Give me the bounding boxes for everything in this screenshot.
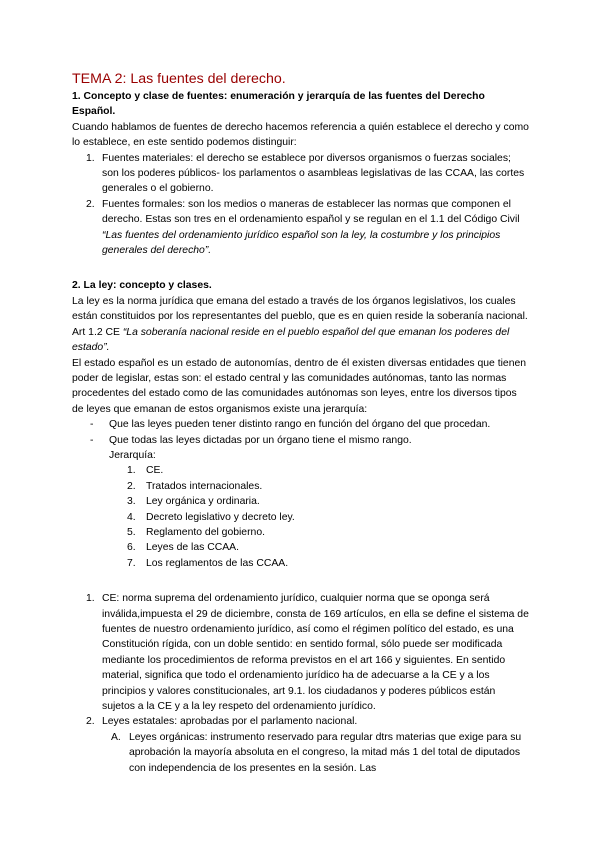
jerarquia-list [109,463,530,571]
list-item [72,714,530,729]
section2-heading: 2. La ley: concepto y clases. [72,280,212,292]
list-item-text: Leyes orgánicas: instrumento reservado para regular dtrs materias que exige para su aprobación la mayoría absoluta en el congreso, la mitad más 1 del total de diputados con independencia de los presentes en la sesión. Las [129,731,522,774]
list-marker: - [90,434,94,446]
list-item-text: Que todas las leyes dictadas por un órgano tiene el mismo rango. [109,434,412,446]
list-item [109,463,530,478]
list-item-text: Reglamento del gobierno. [146,526,265,538]
list-item [72,197,530,259]
list-marker: 1. [127,465,136,477]
list-item [72,417,530,432]
list-item [109,494,530,509]
section1-intro: Cuando hablamos de fuentes de derecho hacemos referencia a quién establece el derecho y como lo establece, en este sentido podemos distinguir: [72,121,529,149]
list-marker: 2. [86,198,95,210]
list-item-text: Fuentes formales: son los medios o maneras de establecer las normas que componen el derecho. Estas son tres en el ordenamiento español y se regulan en el 1.1 del Código Civil [102,198,520,226]
section1-heading: 1. Concepto y clase de fuentes: enumeración y jerarquía de las fuentes del Derecho Español. [72,91,485,118]
list-item-text: Leyes de las CCAA. [146,542,239,554]
ley-detail-list [72,591,530,730]
list-marker: 5. [127,526,136,538]
list-marker: 4. [127,511,136,523]
list-marker: 1. [86,152,95,164]
list-item-text: CE: norma suprema del ordenamiento jurídico, cualquier norma que se oponga será inválida,impuesta el 29 de diciembre, consta de 169 artículos, en ella se define el sistema de fuentes de nuestro ordenamiento jurídico, así como el régimen político del estado, es una Constitución rígida, con un doble sentido: en sentido formal, sólo puede ser modificada mediante los procedimientos de reforma previstos en el art 166 y siguientes. En sentido material, significa que todo el ordenamiento jurídico ha de adecuarse a la CE y a los principios y valores constitucionales, art 9.1. los ciudadanos y poderes públicos están sujetos a la CE y a la ley respeto del ordenamiento jurídico. [102,593,529,713]
list-marker: 7. [127,557,136,569]
list-item-text: Los reglamentos de las CCAA. [146,557,289,569]
list-marker: 1. [86,593,95,605]
list-marker: - [90,419,94,431]
list-marker: 2. [127,480,136,492]
autonomias-paragraph: El estado español es un estado de autonomías, dentro de él existen diversas entidades que tienen poder de legislar, estas son: el estado central y las comunidades autónomas, tanto las normas procedentes del estado como de las comunidades autónomas son leyes, entre los diversos tipos de leyes que emanan de estos organismos existe una jerarquía: [72,357,527,415]
list-item [109,556,530,571]
list-item-text: CE. [146,465,164,477]
list-item-text: Fuentes materiales: el derecho se establece por diversos organismos o fuerzas sociales; son los poderes públicos- los parlamentos o asambleas legislativas de las CCAA, las cortes generales o el gobierno. [102,152,525,195]
list-item [72,433,530,572]
list-item [72,591,530,714]
list-marker: 3. [127,496,136,508]
list-item-text: Que las leyes pueden tener distinto rango en función del órgano del que procedan. [109,419,491,431]
list-item [109,510,530,525]
rango-list [72,417,530,571]
constitucion-quote: “La soberanía nacional reside en el pueblo español del que emanan los poderes del estado”. [72,326,510,354]
list-marker: 6. [127,542,136,554]
ley-concept-paragraph [72,294,530,356]
list-item-text: Ley orgánica y ordinaria. [146,496,260,508]
list-marker: 2. [86,716,95,728]
list-item-text: Leyes estatales: aprobadas por el parlamento nacional. [102,716,358,728]
list-item [109,525,530,540]
jerarquia-label: Jerarquía: [109,449,156,461]
list-item-text: Tratados internacionales. [146,480,263,492]
list-marker: A. [111,731,121,743]
leyes-estatales-list [72,730,530,776]
document-page [72,70,530,776]
list-item [72,151,530,197]
document-title: TEMA 2: Las fuentes del derecho. [72,71,286,87]
list-item [72,730,530,776]
codigo-civil-quote: “Las fuentes del ordenamiento jurídico español son la ley, la costumbre y los principios generales del derecho”. [102,229,501,257]
list-item-text: Decreto legislativo y decreto ley. [146,511,295,523]
list-item [109,540,530,555]
ley-concept-text: La ley es la norma jurídica que emana del estado a través de los órganos legislativos, los cuales están constituidos por los representantes del pueblo, que es en quien reside la soberanía nacional. Art 1.2 CE [72,295,528,338]
fuentes-list [72,151,530,259]
list-item [109,479,530,494]
